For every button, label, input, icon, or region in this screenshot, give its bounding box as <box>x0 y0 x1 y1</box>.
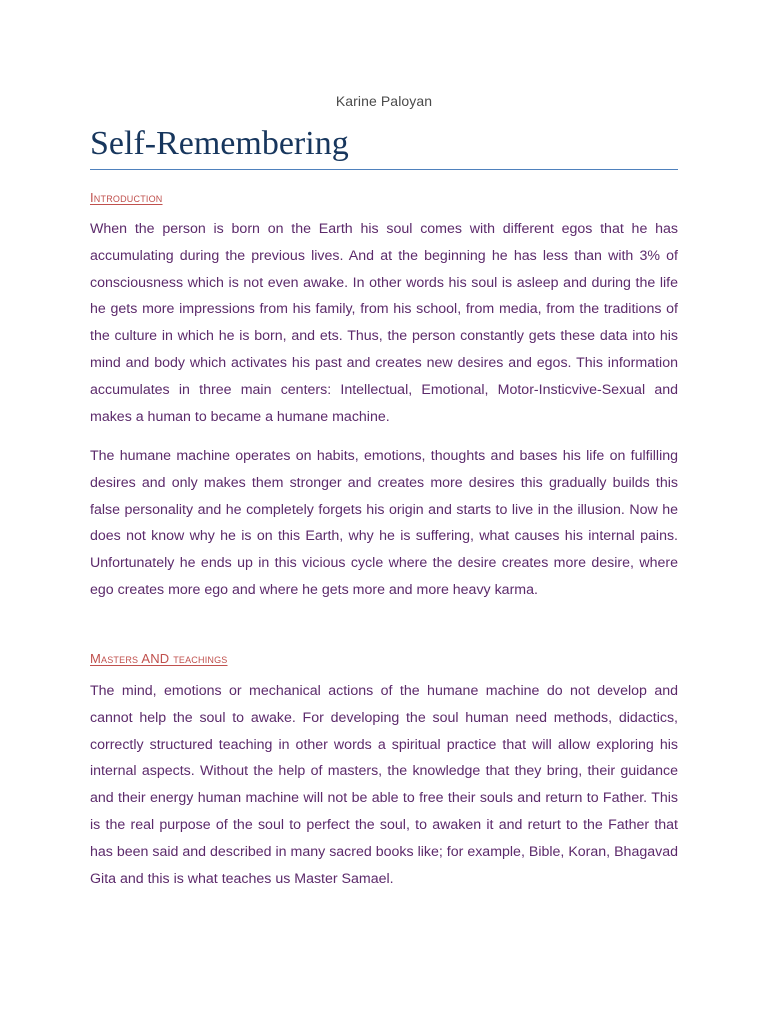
paragraph: When the person is born on the Earth his soul comes with different egos that he has accumulating during the previous lives. And at the beginning he has less than with 3% of consciousness which is not even awake. In other words his soul is asleep and during the life he gets more impressions from his family, from his school, from media, from the traditions of the culture in which he is born, and ets. Thus, the person constantly gets these data into his mind and body which activates his past and creates new desires and egos. This information accumulates in three main centers: Intellectual, Emotional, Motor-Insticvive-Sexual and makes a human to became a humane machine. <box>90 221 678 425</box>
document-title: Self-Remembering <box>90 122 678 170</box>
author-name: Karine Paloyan <box>335 93 433 109</box>
paragraph: The mind, emotions or mechanical actions of the humane machine do not develop and cannot help the soul to awake. For developing the soul human need methods, didactics, correctly structured teaching in other words a spiritual practice that will allow exploring his internal aspects. Without the help of masters, the knowledge that they bring, their guidance and their energy human machine will not be able to free their souls and return to Father. This is the real purpose of the soul to perfect the soul, to awaken it and returt to the Father that has been said and described in many sacred books like; for example, Bible, Koran, Bhagavad Gita and this is what teaches us Master Samael. <box>90 683 678 887</box>
section-heading-masters-and-teachings: Masters AND teachings <box>90 651 228 666</box>
section-heading-introduction: Introduction <box>90 190 163 205</box>
paragraph: The humane machine operates on habits, emotions, thoughts and bases his life on fulfilling desires and only makes them stronger and creates more desires this gradually builds this false personality and he completely forgets his origin and starts to live in the illusion. Now he does not know why he is on this Earth, why he is suffering, what causes his internal pains. Unfortunately he ends up in this vicious cycle where the desire creates more desire, where ego creates more ego and where he gets more and more heavy karma. <box>90 448 678 598</box>
